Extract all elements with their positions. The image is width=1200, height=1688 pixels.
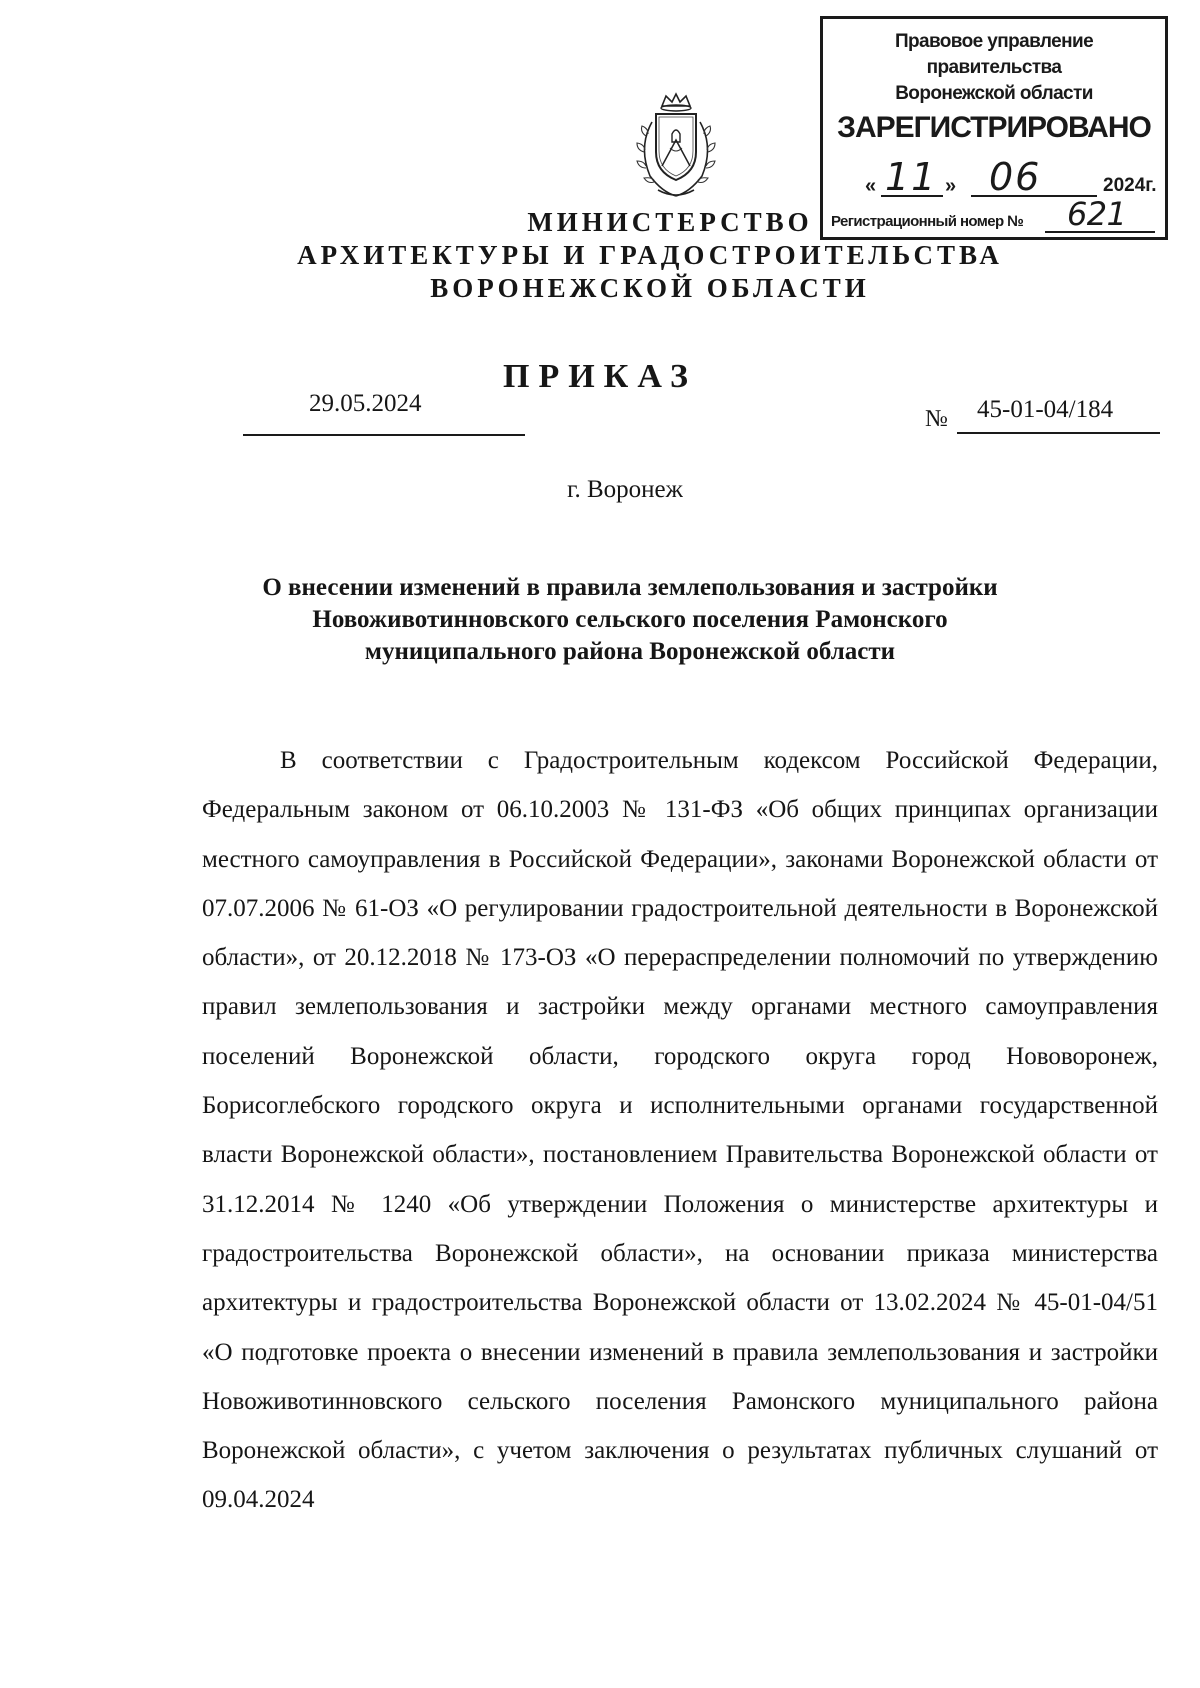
order-number-sign: № [925, 406, 948, 432]
ministry-line2: АРХИТЕКТУРЫ И ГРАДОСТРОИТЕЛЬСТВА [297, 240, 1003, 270]
subject-line1: О внесении изменений в правила землепользования и застройки [262, 574, 998, 601]
order-number: 45-01-04/184 [977, 396, 1114, 423]
body-paragraph: В соответствии с Градостроительным кодексом Российской Федерации, Федеральным законом от 06.10.2003 № 131-ФЗ «Об общих принципах организации местного самоуправления в Российской Федерации», законами Воронежской области от 07.07.2006 № 61-ОЗ «О регулировании градостроительной деятельности в Воронежской области», от 20.12.2018 № 173-ОЗ «О перераспределении полномочий по утверждению правил землепользования и застройки между органами местного самоуправления поселений Воронежской области, городского округа город Нововоронеж, Борисоглебского городского округа и исполнительными органами государственной власти Воронежской области», постановлением Правительства Воронежской области от 31.12.2014 № 1240 «Об утверждении Положения о министерстве архитектуры и градостроительства Воронежской области», на основании приказа министерства архитектуры и градостроительства Воронежской области от 13.02.2024 № 45-01-04/51 «О подготовке проекта о внесении изменений в правила землепользования и застройки Новоживотинновского сельского поселения Рамонского муниципального района Воронежской области», с учетом заключения о результатах публичных слушаний от 09.04.2024 [202, 747, 1158, 1514]
ministry-line1: МИНИСТЕРСТВО [527, 207, 813, 237]
order-title: ПРИКАЗ [503, 358, 697, 395]
stamp-date-close-quote: » [945, 175, 957, 197]
stamp-organization-line2: Воронежской области [895, 83, 1093, 104]
order-date-field [243, 390, 525, 436]
stamp-reg-number: 621 [1067, 195, 1127, 233]
stamp-status: ЗАРЕГИСТРИРОВАНО [837, 111, 1151, 144]
order-date: 29.05.2024 [309, 390, 422, 417]
order-number-underline [957, 432, 1160, 434]
stamp-date-year: 2024г. [1103, 175, 1157, 196]
order-city: г. Воронеж [567, 476, 683, 503]
subject-line2: Новоживотинновского сельского поселения Рамонского [312, 606, 948, 633]
stamp-organization [829, 29, 1159, 107]
stamp-date-month: 06 [989, 155, 1042, 199]
stamp-organization-line1: Правовое управление правительства [894, 31, 1094, 78]
voronezh-coat-of-arms-icon [628, 92, 724, 202]
stamp-date-open-quote: « [865, 175, 877, 197]
order-subject [170, 572, 1090, 668]
stamp-reg-number-label: Регистрационный номер № [831, 213, 1024, 230]
stamp-date-day-underline [881, 195, 943, 197]
order-number-field [925, 396, 1160, 444]
subject-line3: муниципального района Воронежской области [364, 638, 896, 665]
ministry-name [150, 206, 1150, 305]
ministry-line3: ВОРОНЕЖСКОЙ ОБЛАСТИ [430, 273, 870, 303]
stamp-date-day: 11 [885, 155, 938, 199]
